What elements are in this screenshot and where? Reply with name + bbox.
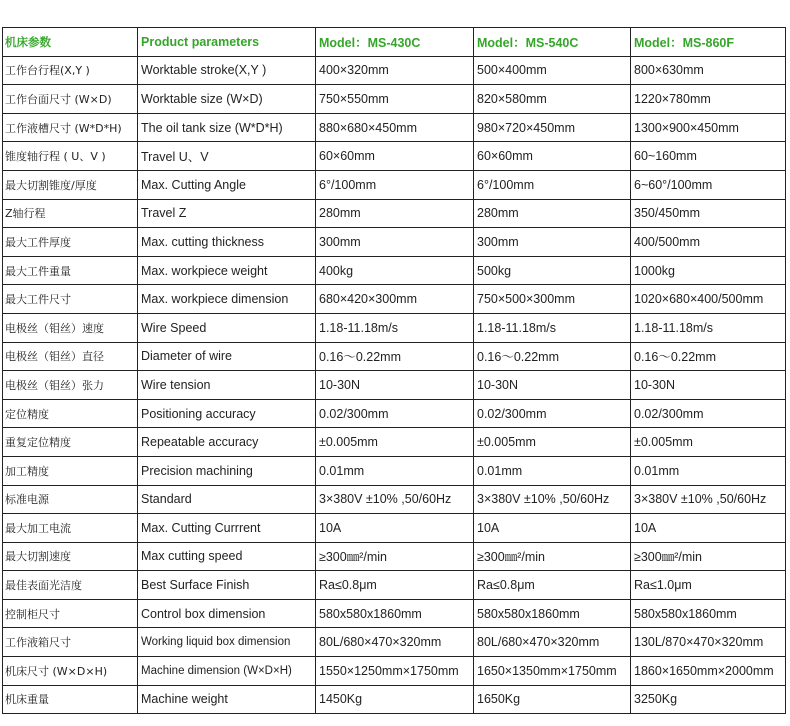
value-ms-540c: 580x580x1860mm [474,599,631,628]
param-cn: 锥度轴行程 ( U、V ) [3,142,138,171]
table-row [3,199,786,228]
table-row [3,85,786,114]
value-ms-860f: 10A [631,514,786,543]
param-cn: 最大工件重量 [3,256,138,285]
table-row [3,628,786,657]
value-ms-430c: ≥300㎜²/min [316,542,474,571]
header-product-parameters: Product parameters [138,28,316,57]
value-ms-860f: 3×380V ±10% ,50/60Hz [631,485,786,514]
param-en: Machine dimension (W×D×H) [138,657,316,686]
value-ms-860f: 0.02/300mm [631,399,786,428]
value-ms-860f: 60~160mm [631,142,786,171]
param-cn: 工作液箱尺寸 [3,628,138,657]
param-en: Positioning accuracy [138,399,316,428]
table-row [3,542,786,571]
table-row [3,685,786,714]
param-en: Max cutting speed [138,542,316,571]
value-ms-540c: 10-30N [474,371,631,400]
value-ms-430c: 60×60mm [316,142,474,171]
param-cn: 定位精度 [3,399,138,428]
value-ms-540c: ≥300㎜²/min [474,542,631,571]
value-ms-860f: 10-30N [631,371,786,400]
value-ms-540c: 0.02/300mm [474,399,631,428]
param-cn: 电极丝（钼丝）速度 [3,313,138,342]
value-ms-540c: 280mm [474,199,631,228]
value-ms-430c: 280mm [316,199,474,228]
param-cn: 最大切割速度 [3,542,138,571]
value-ms-860f: 350/450mm [631,199,786,228]
value-ms-860f: 130L/870×470×320mm [631,628,786,657]
value-ms-860f: 400/500mm [631,228,786,257]
param-en: Repeatable accuracy [138,428,316,457]
value-ms-540c: 6°/100mm [474,170,631,199]
table-row [3,371,786,400]
table-row [3,657,786,686]
param-cn: Z轴行程 [3,199,138,228]
param-cn: 电极丝（钼丝）张力 [3,371,138,400]
param-en: Best Surface Finish [138,571,316,600]
table-row [3,399,786,428]
param-en: Wire Speed [138,313,316,342]
value-ms-540c: Ra≤0.8μm [474,571,631,600]
value-ms-860f: 6~60°/100mm [631,170,786,199]
value-ms-430c: 300mm [316,228,474,257]
value-ms-540c: 60×60mm [474,142,631,171]
value-ms-860f: 3250Kg [631,685,786,714]
value-ms-430c: 1.18-11.18m/s [316,313,474,342]
value-ms-430c: 400×320mm [316,56,474,85]
param-en: Wire tension [138,371,316,400]
value-ms-430c: 0.16～0.22mm [316,342,474,371]
param-cn: 机床尺寸 (W×D×H) [3,657,138,686]
param-cn: 最佳表面光洁度 [3,571,138,600]
value-ms-860f: 1.18-11.18m/s [631,313,786,342]
param-cn: 机床重量 [3,685,138,714]
value-ms-540c: 3×380V ±10% ,50/60Hz [474,485,631,514]
table-row [3,428,786,457]
value-ms-540c: 980×720×450mm [474,113,631,142]
value-ms-430c: 6°/100mm [316,170,474,199]
table-row [3,56,786,85]
value-ms-540c: 820×580mm [474,85,631,114]
value-ms-860f: 0.01mm [631,456,786,485]
value-ms-540c: ±0.005mm [474,428,631,457]
param-cn: 工作台面尺寸 (W×D) [3,85,138,114]
value-ms-430c: 1450Kg [316,685,474,714]
value-ms-540c: 300mm [474,228,631,257]
param-en: Max. cutting thickness [138,228,316,257]
value-ms-860f: 1000kg [631,256,786,285]
param-en: Working liquid box dimension [138,628,316,657]
value-ms-540c: 80L/680×470×320mm [474,628,631,657]
value-ms-860f: Ra≤1.0μm [631,571,786,600]
value-ms-540c: 750×500×300mm [474,285,631,314]
header-model-ms-860f: Model：MS-860F [631,28,786,57]
param-cn: 标准电源 [3,485,138,514]
value-ms-860f: 580x580x1860mm [631,599,786,628]
table-row [3,571,786,600]
param-en: Max. workpiece dimension [138,285,316,314]
table-row [3,485,786,514]
param-cn: 重复定位精度 [3,428,138,457]
header-cn-params: 机床参数 [3,28,138,57]
value-ms-430c: 10A [316,514,474,543]
param-en: Control box dimension [138,599,316,628]
param-en: Precision machining [138,456,316,485]
value-ms-540c: 1650×1350mm×1750mm [474,657,631,686]
value-ms-430c: 80L/680×470×320mm [316,628,474,657]
param-en: Max. workpiece weight [138,256,316,285]
value-ms-860f: 1220×780mm [631,85,786,114]
header-model-ms-430c: Model：MS-430C [316,28,474,57]
param-en: Machine weight [138,685,316,714]
param-cn: 最大切割锥度/厚度 [3,170,138,199]
param-en: Standard [138,485,316,514]
param-cn: 电极丝（钼丝）直径 [3,342,138,371]
value-ms-430c: Ra≤0.8μm [316,571,474,600]
value-ms-540c: 0.16～0.22mm [474,342,631,371]
param-cn: 最大加工电流 [3,514,138,543]
param-en: Travel Z [138,199,316,228]
value-ms-540c: 10A [474,514,631,543]
value-ms-430c: ±0.005mm [316,428,474,457]
param-en: Max. Cutting Currrent [138,514,316,543]
value-ms-860f: ±0.005mm [631,428,786,457]
table-row [3,142,786,171]
value-ms-430c: 880×680×450mm [316,113,474,142]
value-ms-860f: 0.16～0.22mm [631,342,786,371]
table-row [3,456,786,485]
value-ms-860f: 800×630mm [631,56,786,85]
param-cn: 工作台行程(X,Y ) [3,56,138,85]
value-ms-540c: 1.18-11.18m/s [474,313,631,342]
value-ms-430c: 3×380V ±10% ,50/60Hz [316,485,474,514]
param-cn: 加工精度 [3,456,138,485]
table-row [3,256,786,285]
value-ms-430c: 0.02/300mm [316,399,474,428]
value-ms-860f: 1300×900×450mm [631,113,786,142]
param-en: The oil tank size (W*D*H) [138,113,316,142]
value-ms-860f: 1860×1650mm×2000mm [631,657,786,686]
value-ms-540c: 500kg [474,256,631,285]
table-row [3,313,786,342]
value-ms-430c: 400kg [316,256,474,285]
table-row [3,514,786,543]
param-en: Max. Cutting Angle [138,170,316,199]
value-ms-540c: 1650Kg [474,685,631,714]
value-ms-860f: ≥300㎜²/min [631,542,786,571]
spec-table [2,27,786,714]
table-row [3,342,786,371]
param-en: Worktable stroke(X,Y ) [138,56,316,85]
param-en: Diameter of wire [138,342,316,371]
table-row [3,228,786,257]
value-ms-430c: 1550×1250mm×1750mm [316,657,474,686]
param-en: Worktable size (W×D) [138,85,316,114]
table-row [3,170,786,199]
header-row [3,28,786,57]
value-ms-430c: 680×420×300mm [316,285,474,314]
value-ms-430c: 10-30N [316,371,474,400]
value-ms-540c: 0.01mm [474,456,631,485]
table-row [3,599,786,628]
header-model-ms-540c: Model：MS-540C [474,28,631,57]
value-ms-540c: 500×400mm [474,56,631,85]
table-row [3,113,786,142]
spec-table-body [3,28,786,714]
param-cn: 最大工件尺寸 [3,285,138,314]
param-en: Travel U、V [138,142,316,171]
param-cn: 控制柜尺寸 [3,599,138,628]
value-ms-430c: 0.01mm [316,456,474,485]
value-ms-430c: 580x580x1860mm [316,599,474,628]
param-cn: 最大工件厚度 [3,228,138,257]
value-ms-430c: 750×550mm [316,85,474,114]
value-ms-860f: 1020×680×400/500mm [631,285,786,314]
param-cn: 工作液槽尺寸 (W*D*H) [3,113,138,142]
table-row [3,285,786,314]
